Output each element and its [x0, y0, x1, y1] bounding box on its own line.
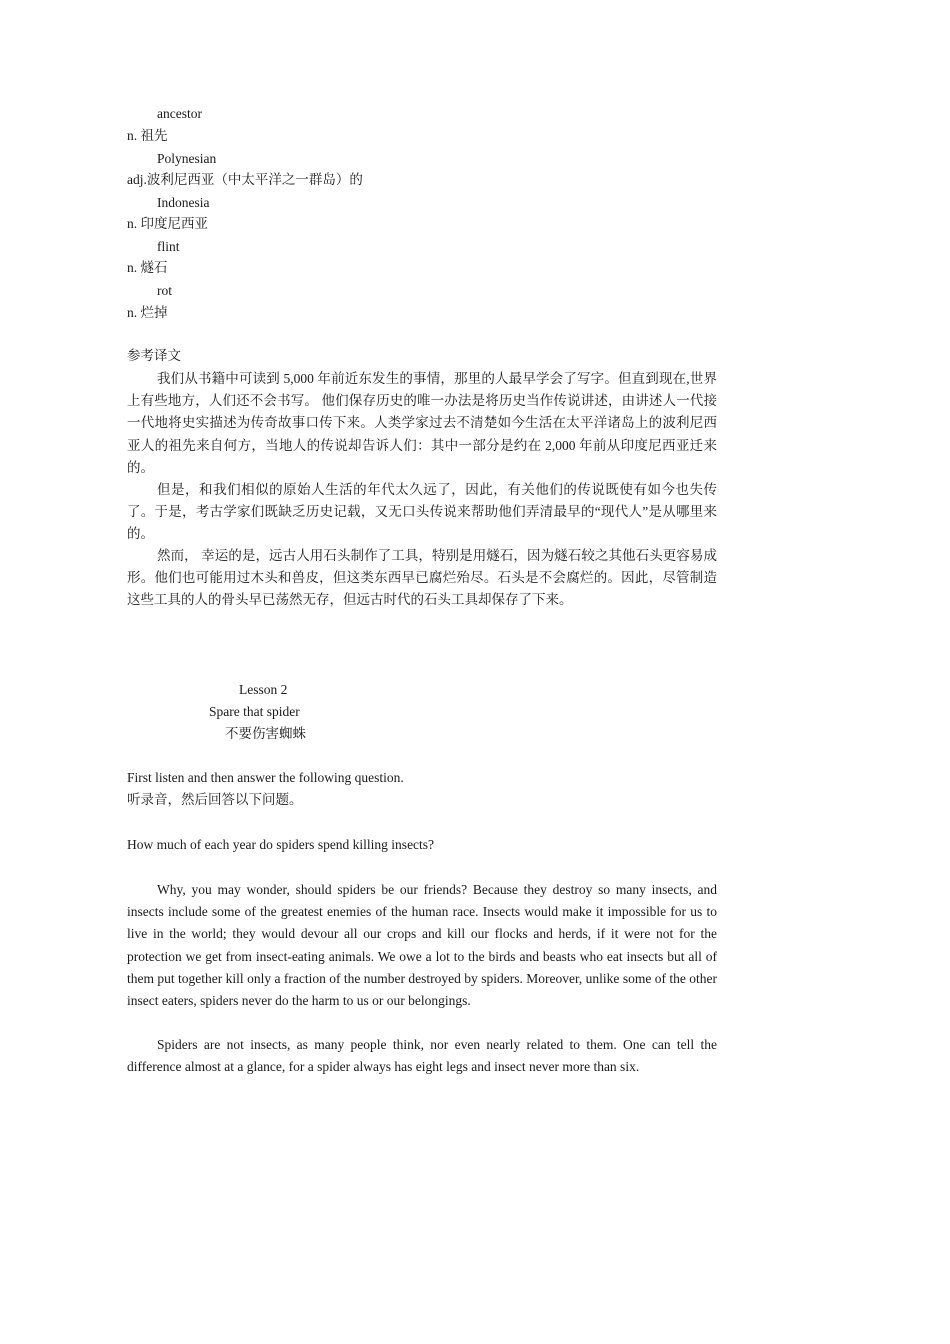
- vocab-word: Indonesia: [157, 195, 210, 210]
- text-paragraph: Spiders are not insects, as many people think, nor even nearly related to them. One can tell the difference almost at a glance, for a spider always has eight legs and insect never more than six.: [127, 1037, 717, 1075]
- lesson-title: Spare that spider: [209, 704, 300, 719]
- text-paragraph: Why, you may wonder, should spiders be our friends? Because they destroy so many insects, and insects include some of the greatest enemies of the human race. Insects would make it impossible for us to live in the world; they would devour all our crops and kill our flocks and herds, if it were not for the protection we get from insect-eating animals. We owe a lot to the birds and beasts who eat insects but all of them put together kill only a fraction of the number destroyed by spiders. Moreover, unlike some of the other insect eaters, spiders never do the harm to us or our belongings.: [127, 882, 717, 1009]
- translation-paragraph: 但是，和我们相似的原始人生活的年代太久远了，因此，有关他们的传说既使有如今也失传了。于是，考古学家们既缺乏历史记载，又无口头传说来帮助他们弄清最早的“现代人”是从哪里来的。: [127, 482, 717, 542]
- lesson-number: Lesson 2: [239, 682, 288, 697]
- instruction-chinese: 听录音，然后回答以下问题。: [127, 792, 303, 807]
- comprehension-question: How much of each year do spiders spend killing insects?: [127, 837, 435, 852]
- vocab-word: Polynesian: [157, 151, 217, 166]
- vocab-definition: n. 烂掉: [127, 305, 168, 320]
- translation-heading: 参考译文: [127, 348, 181, 363]
- translation-paragraph: 我们从书籍中可读到 5,000 年前近东发生的事情，那里的人最早学会了写字。但直到现在,世界上有些地方，人们还不会书写。 他们保存历史的唯一办法是将历史当作传说讲述，由讲述人一代接一代地将史实描述为传奇故事口传下来。人类学家过去不清楚如今生活在太平洋诸岛上的波利尼西亚人的祖先来自何方，当地人的传说却告诉人们：其中一部分是约在 2,000 年前从印度尼西亚迁来的。: [127, 371, 717, 475]
- vocab-word: rot: [157, 283, 172, 298]
- vocab-definition: n. 印度尼西亚: [127, 216, 208, 231]
- lesson-title-chinese: 不要伤害蜘蛛: [225, 726, 306, 741]
- vocab-definition: n. 燧石: [127, 260, 168, 275]
- vocab-word: flint: [157, 239, 180, 254]
- translation-paragraph: 然而， 幸运的是，远古人用石头制作了工具，特别是用燧石，因为燧石较之其他石头更容易成形。他们也可能用过木头和兽皮，但这类东西早已腐烂殆尽。石头是不会腐烂的。因此，尽管制造这些工具的人的骨头早已荡然无存，但远古时代的石头工具却保存了下来。: [127, 548, 717, 608]
- vocab-definition: n. 祖先: [127, 128, 168, 143]
- vocab-word: ancestor: [157, 106, 202, 121]
- instruction-english: First listen and then answer the following question.: [127, 770, 404, 785]
- vocab-definition: adj.波利尼西亚（中太平洋之一群岛）的: [127, 172, 363, 187]
